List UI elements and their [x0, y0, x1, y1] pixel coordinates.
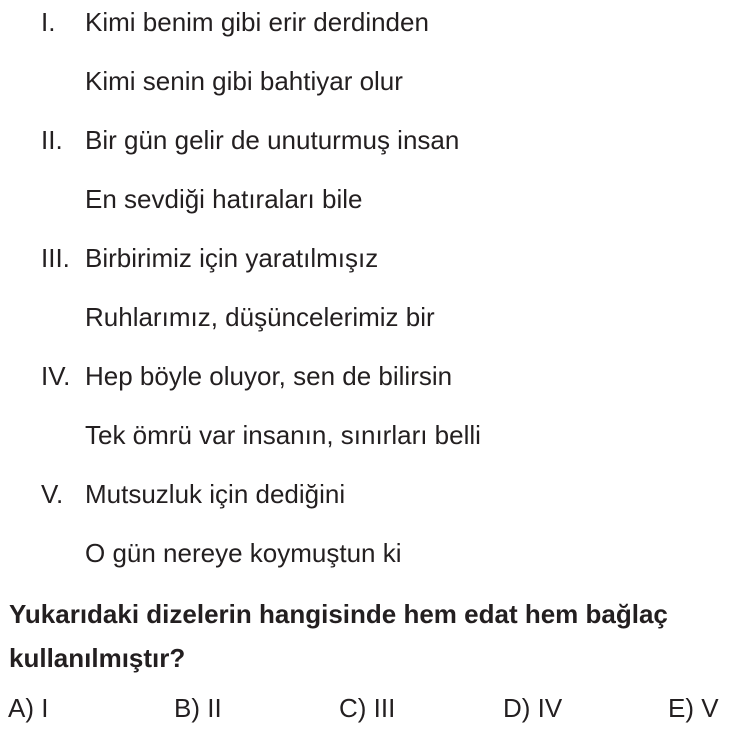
verse-line: Bir gün gelir de unuturmuş insan: [85, 125, 460, 155]
verse-line: Birbirimiz için yaratılmışız: [85, 243, 379, 273]
verse-line: Tek ömrü var insanın, sınırları belli: [85, 420, 481, 450]
option-b[interactable]: B) II: [174, 693, 222, 723]
verse-line: Ruhlarımız, düşüncelerimiz bir: [85, 302, 435, 332]
question-line: kullanılmıştır?: [9, 643, 186, 673]
question-stem: [9, 592, 744, 680]
verse-3: [0, 238, 750, 332]
option-d[interactable]: D) IV: [503, 693, 563, 723]
option-c[interactable]: C) III: [339, 693, 396, 723]
verse-line: Kimi senin gibi bahtiyar olur: [85, 66, 403, 96]
verse-line: Mutsuzluk için dediğini: [85, 479, 346, 509]
question-line: Yukarıdaki dizelerin hangisinde hem edat hem bağlaç: [9, 599, 668, 629]
verse-1: [0, 2, 750, 96]
verse-5: [0, 474, 750, 568]
verse-2: [0, 120, 750, 214]
verse-line: En sevdiği hatıraları bile: [85, 184, 363, 214]
verse-line: Hep böyle oluyor, sen de bilirsin: [85, 361, 453, 391]
option-e[interactable]: E) V: [668, 693, 719, 723]
option-a[interactable]: A) I: [8, 693, 49, 723]
verse-number: II.: [41, 125, 63, 155]
verse-line: O gün nereye koymuştun ki: [85, 538, 402, 568]
verse-4: [0, 356, 750, 450]
verse-line: Kimi benim gibi erir derdinden: [85, 7, 429, 37]
verse-number: I.: [41, 7, 56, 37]
verse-number: V.: [41, 479, 64, 509]
verse-number: IV.: [41, 361, 71, 391]
verse-number: III.: [41, 243, 70, 273]
